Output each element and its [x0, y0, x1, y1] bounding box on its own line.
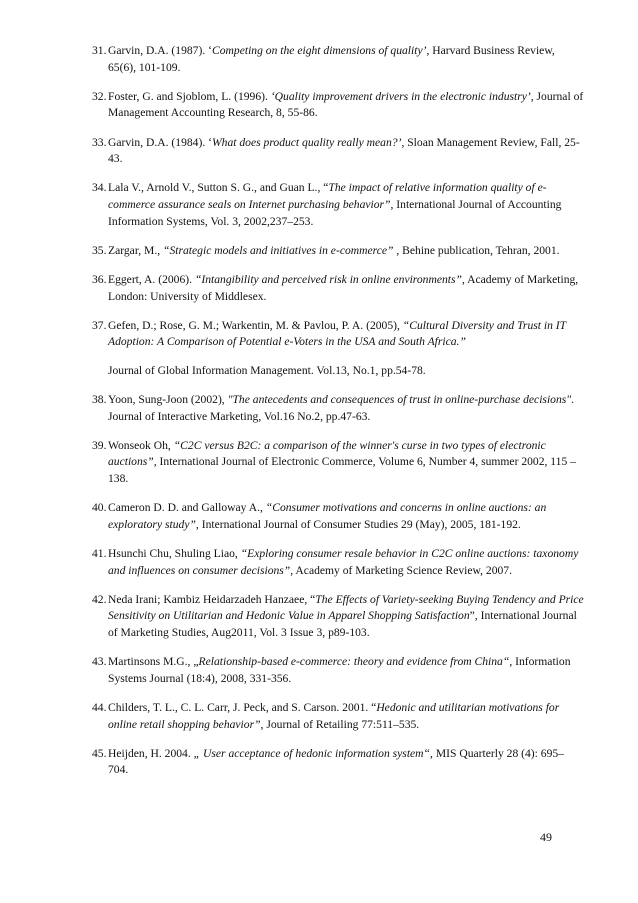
reference-title: Hedonic and utilitarian motivations for online retail shopping behavior” — [108, 700, 560, 731]
reference-citation — [108, 392, 584, 425]
reference-title: „ User acceptance of hedonic information system“ — [193, 746, 431, 760]
reference-item — [92, 135, 584, 168]
reference-item — [92, 654, 584, 687]
reference-item — [92, 272, 584, 305]
reference-citation — [108, 243, 584, 260]
reference-text — [108, 318, 584, 380]
reference-text — [108, 438, 584, 488]
reference-item — [92, 546, 584, 579]
reference-segment: Garvin, D.A. (1987). ‘ — [108, 44, 212, 57]
reference-number: 33. — [92, 135, 107, 149]
reference-item — [92, 43, 584, 76]
reference-segment: Childers, T. L., C. L. Carr, J. Peck, and S. Carson. 2001. “ — [108, 700, 377, 714]
reference-item — [92, 89, 584, 122]
reference-citation — [108, 180, 584, 230]
reference-citation — [108, 135, 584, 168]
reference-segment: Eggert, A. (2006). — [108, 272, 195, 286]
reference-text — [108, 546, 584, 579]
reference-title: “Intangibility and perceived risk in online environments” — [194, 272, 462, 286]
reference-text — [108, 43, 584, 76]
reference-citation — [108, 592, 584, 642]
reference-segment: , Academy of Marketing Science Review, 2007. — [290, 563, 512, 577]
reference-number: 34. — [92, 181, 107, 195]
reference-segment: International Journal of Electronic Commerce, Volume 6, Number 4, summer 2002, 115 – 138. — [108, 455, 576, 486]
reference-number: 37. — [92, 318, 107, 332]
reference-segment: , Sloan Management Review, Fall, 25-43. — [108, 135, 580, 166]
reference-number: 35. — [92, 243, 107, 257]
reference-title: "The antecedents and consequences of trust in online-purchase decisions" — [227, 393, 572, 407]
reference-item — [92, 700, 584, 733]
reference-item — [92, 438, 584, 488]
reference-segment: Cameron D. D. and Galloway A., — [108, 501, 266, 515]
reference-number: 36. — [92, 272, 107, 286]
reference-item — [92, 500, 584, 533]
reference-citation — [108, 89, 584, 122]
reference-segment: Lala V., Arnold V., Sutton S. G., and Guan L., “ — [108, 181, 329, 195]
reference-text — [108, 135, 584, 168]
reference-segment: , Harvard Business Review, 65(6), 101-109. — [108, 44, 555, 74]
reference-item — [92, 180, 584, 230]
reference-number: 40. — [92, 501, 107, 515]
reference-citation — [108, 438, 584, 488]
reference-title: The impact of relative information quality of e-commerce assurance seals on Internet purchasing behavior” — [108, 181, 547, 211]
reference-text — [108, 272, 584, 305]
reference-number: 45. — [92, 746, 107, 760]
reference-item — [92, 592, 584, 642]
reference-citation — [108, 318, 584, 351]
reference-segment: Foster, G. and Sjoblom, L. (1996). — [108, 89, 271, 103]
reference-title: “Exploring consumer resale behavior in C2C online auctions: taxonomy and influences on consumer decisions” — [108, 547, 579, 577]
reference-title: “Strategic models and initiatives in e-commerce” — [163, 243, 394, 257]
reference-list — [92, 43, 584, 779]
reference-citation — [108, 654, 584, 687]
reference-title: “Cultural Diversity and Trust in IT Adoption: A Comparison of Potential e-Voters in the USA and South Africa.” — [108, 318, 566, 349]
reference-citation — [108, 746, 584, 779]
reference-number: 31. — [92, 44, 107, 57]
reference-text — [108, 654, 584, 687]
reference-item — [92, 392, 584, 425]
reference-number: 42. — [92, 592, 107, 606]
reference-segment: , Academy of Marketing, London: University of Middlesex. — [108, 272, 579, 303]
reference-citation — [108, 43, 584, 76]
reference-title: Relationship-based e-commerce: theory and evidence from China“ — [198, 655, 510, 669]
reference-segment: Martinsons M.G., „ — [108, 655, 199, 669]
reference-segment: Yoon, Sung-Joon (2002), — [108, 393, 228, 407]
reference-segment: , Journal of Management Accounting Research, 8, 55-86. — [108, 89, 584, 120]
reference-citation — [108, 700, 584, 733]
reference-title: “C2C versus B2C: a comparison of the winner's curse in two types of electronic auctions”, — [108, 438, 546, 469]
reference-title: “Consumer motivations and concerns in online auctions: an exploratory study” — [108, 501, 547, 531]
reference-number: 38. — [92, 393, 107, 407]
reference-text — [108, 392, 584, 425]
reference-segment: , Information Systems Journal (18:4), 2008, 331-356. — [108, 655, 571, 685]
reference-title: The Effects of Variety-seeking Buying Tendency and Price Sensitivity on Utilitarian and Hedonic Value in Apparel Shopping Satisfaction — [108, 592, 584, 623]
reference-segment: Neda Irani; Kambiz Heidarzadeh Hanzaee, “ — [108, 592, 316, 606]
reference-item — [92, 318, 584, 380]
reference-segment: , International Journal of Accounting Information Systems, Vol. 3, 2002,237–253. — [108, 197, 562, 228]
reference-text — [108, 500, 584, 533]
reference-segment: Gefen, D.; Rose, G. M.; Warkentin, M. & Pavlou, P. A. (2005), — [108, 318, 403, 332]
reference-segment: Wonseok Oh, — [108, 438, 174, 452]
reference-segment: Heijden, H. 2004. — [108, 746, 194, 760]
reference-segment: ”, International Journal of Marketing Studies, Aug2011, Vol. 3 Issue 3, p89-103. — [108, 609, 577, 639]
reference-number: 43. — [92, 655, 107, 669]
reference-text — [108, 746, 584, 779]
reference-text — [108, 700, 584, 733]
reference-number: 39. — [92, 438, 107, 452]
reference-citation — [108, 500, 584, 533]
reference-continuation: Journal of Global Information Management. Vol.13, No.1, pp.54-78. — [108, 363, 426, 377]
reference-text — [108, 89, 584, 122]
reference-text — [108, 180, 584, 230]
reference-segment: , Behine publication, Tehran, 2001. — [393, 243, 560, 257]
reference-segment: , Journal of Retailing 77:511–535. — [260, 717, 420, 731]
reference-segment: Hsunchi Chu, Shuling Liao, — [108, 547, 241, 560]
reference-number: 32. — [92, 89, 107, 103]
reference-title: ‘Quality improvement drivers in the electronic industry’ — [270, 89, 531, 103]
reference-title: Competing on the eight dimensions of quality’ — [212, 44, 427, 57]
reference-segment: Zargar, M., — [108, 243, 164, 257]
reference-citation — [108, 272, 584, 305]
reference-text — [108, 592, 584, 642]
reference-text — [108, 243, 584, 260]
reference-segment: . Journal of Interactive Marketing, Vol.16 No.2, pp.47-63. — [108, 393, 575, 423]
page-number: 49 — [540, 830, 552, 844]
reference-title: What does product quality really mean?’ — [212, 135, 402, 149]
reference-segment: , MIS Quarterly 28 (4): 695–704. — [108, 746, 564, 777]
reference-segment: , International Journal of Consumer Studies 29 (May), 2005, 181-192. — [195, 517, 521, 531]
reference-number: 44. — [92, 700, 107, 714]
reference-number: 41. — [92, 547, 107, 560]
reference-item — [92, 243, 584, 260]
reference-citation — [108, 546, 584, 579]
reference-segment: Garvin, D.A. (1984). ‘ — [108, 135, 212, 149]
reference-item — [92, 746, 584, 779]
